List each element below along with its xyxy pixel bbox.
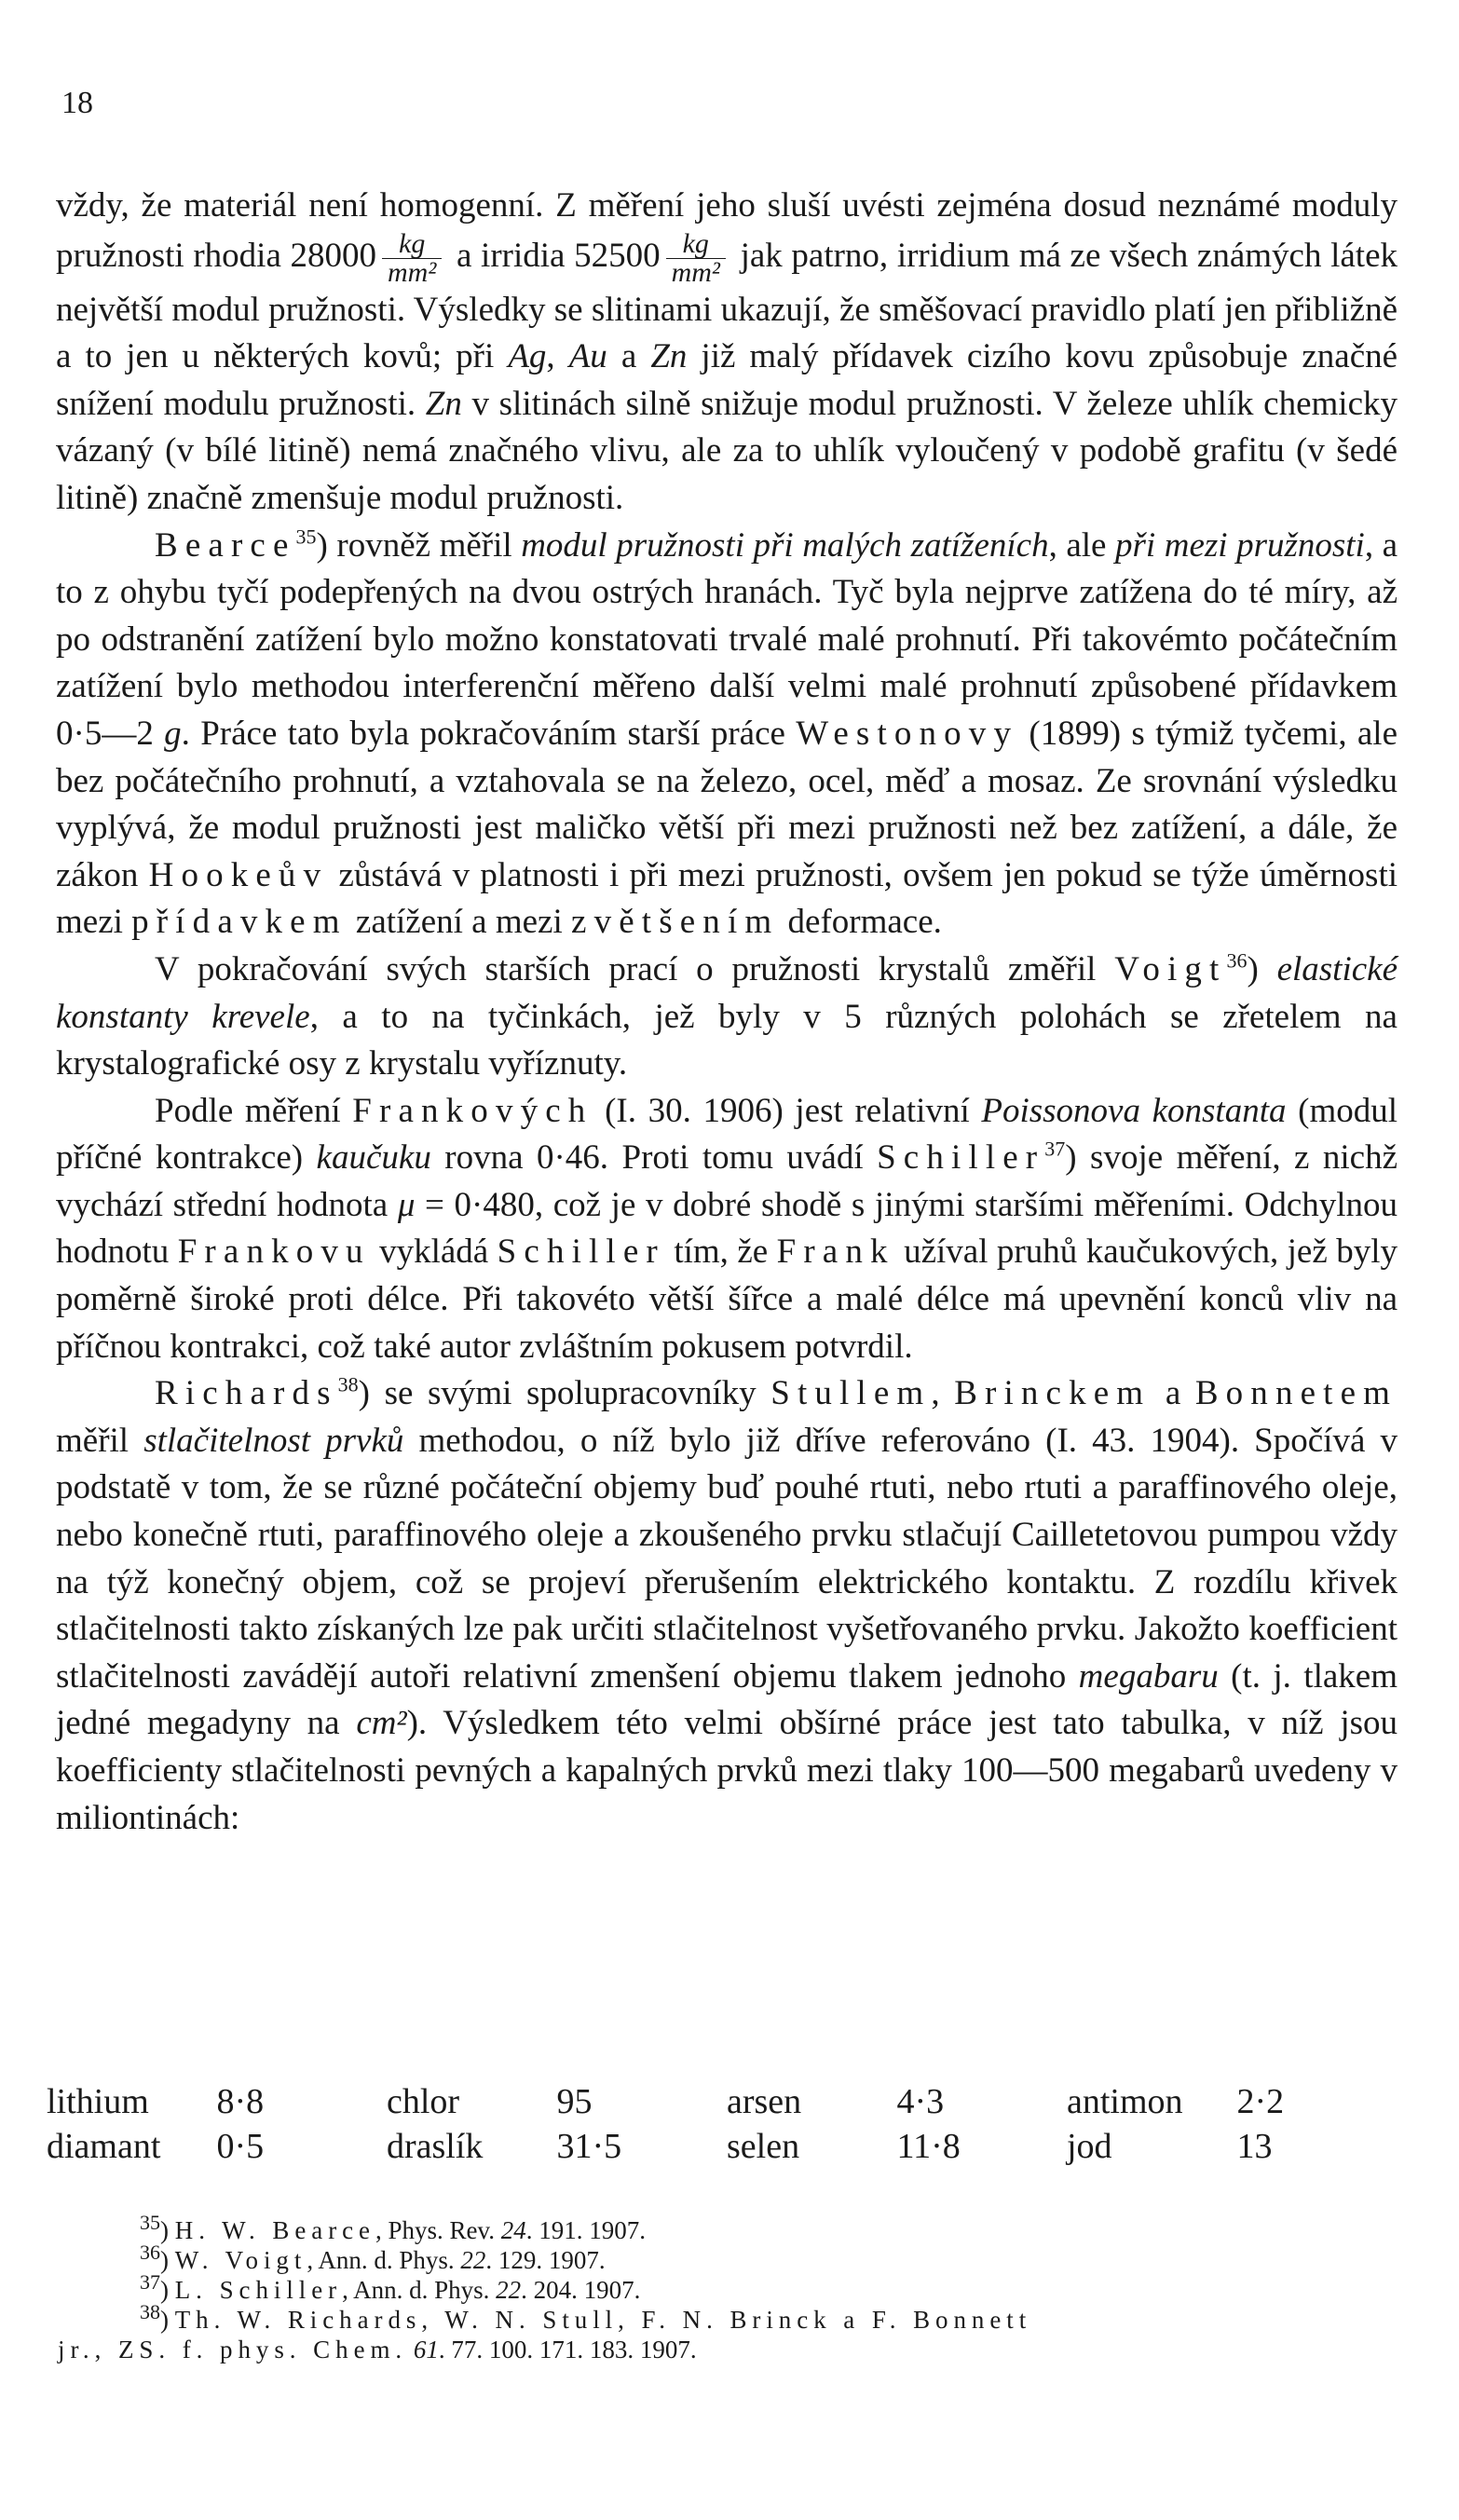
footnote: $^{35}$) H. W. Bearce, Phys. Rev. 24. 191. 1907. (140, 2211, 646, 2244)
table-cell: 2·2 (1236, 2082, 1285, 2121)
footnote: $^{37}$) L. Schiller, Ann. d. Phys. 22. 204. 1907. (140, 2270, 641, 2304)
author-name: Voigt (1114, 949, 1227, 988)
footnote-ref: 38 (337, 1372, 359, 1396)
table-cell: draslík (387, 2127, 484, 2166)
author-name: Stullem (770, 1374, 932, 1413)
table-cell: 13 (1236, 2127, 1273, 2166)
table-cell: antimon (1067, 2082, 1183, 2121)
footnote-ref: 35 (295, 524, 317, 549)
table-row (47, 2079, 1407, 2124)
footnote: $^{36}$) W. Voigt, Ann. d. Phys. 22. 129. 1907. (140, 2241, 606, 2274)
table-cell: 8·8 (216, 2082, 265, 2121)
author-name: Bonnetem (1194, 1374, 1398, 1413)
author-name: Frankových (352, 1091, 593, 1130)
table-cell: arsen (727, 2082, 802, 2121)
author-name: Schiller (877, 1138, 1045, 1178)
table-cell: jod (1067, 2127, 1112, 2166)
unit-fraction: $\frac{kg}{\text{mm²}}$ (382, 230, 442, 287)
paragraph-5: Richards$^{38}$) se svými spolupracovníky Stullem, Brinckem a Bonnetem měřil stlačitelnost prvků methodou, o níž bylo již dříve referováno (I. 43. 1904). Spočívá v podstatě v tom, že se různé počáteční objemy buď pouhé rtuti, nebo rtuti a paraffinového oleje, nebo konečně rtuti, paraffinového oleje a zkoušeného prvku stlačují Cailletetovou pumpou vždy na týž konečný objem, což se projeví přerušením elektrického kontaktu. Z rozdílu křivek stlačitelnosti takto získaných lze pak určiti stlačitelnost vyšetřovaného prvku. Jakožto koefficient stlačitelnosti zavádějí autoři relativní zmenšení objemu tlakem jednoho megabaru (t. j. tlakem jedné megadyny na cm²). Výsledkem této velmi obšírné práce jest tato tabulka, v níž jsou koefficienty stlačitelnosti pevných a kapalných prvků mezi tlaky 100—500 megabarů uvedeny v miliontinách: (56, 1372, 1398, 1837)
table-cell: diamant (47, 2127, 161, 2166)
table-cell: 95 (556, 2082, 593, 2121)
author-name: Frank (776, 1233, 895, 1272)
table-cell: 0·5 (216, 2127, 265, 2166)
author-name: Westonovy (796, 714, 1019, 753)
table-row (47, 2124, 1407, 2169)
table-cell: lithium (47, 2082, 149, 2121)
table-cell: selen (727, 2127, 800, 2166)
table-cell: chlor (387, 2082, 460, 2121)
paragraph-1: vždy, že materiál není homogenní. Z měření jeho sluší uvésti zejména dosud neznámé moduly pružnosti rhodia 28000 $\frac{kg}{\text{mm²}}$ a irridia 52500 $\frac{kg}{\text{mm²}}$ jak patrno, irridium má ze všech známých látek největší modul pružnosti. Výsledky se slitinami ukazují, že směšovací pravidlo platí jen přibližně a to jen u některých kovů; při Ag, Au a Zn již malý přídavek cizího kovu způsobuje značné snížení modulu pružnosti. Zn v slitinách silně snižuje modul pružnosti. V železe uhlík chemicky vázaný (v bílé litině) nemá značného vlivu, ale za to uhlík vyloučený v podobě grafitu (v šedé litině) značně zmenšuje modul pružnosti. (56, 186, 1398, 517)
paragraph-4: Podle měření Frankových (I. 30. 1906) jest relativní Poissonova konstanta (modul příčné kontrakce) kaučuku rovna 0·46. Proti tomu uvádí Schiller$^{37}$) svoje měření, z nichž vychází střední hodnota μ = 0·480, což je v dobré shodě s jinými staršími měřeními. Odchylnou hodnotu Frankovu vykládá Schiller tím, že Frank užíval pruhů kaučukových, jež byly poměrně široké proti délce. Při takovéto větší šířce a malé délce má upevnění konců vliv na příčnou kontrakci, což také autor zvláštním pokusem potvrdil. (56, 1091, 1398, 1366)
footnote: $^{38}$) Th. W. Richards, W. N. Stull, F. N. Brinck a F. Bonnett (140, 2300, 1032, 2334)
author-name: Bearce (155, 525, 296, 565)
table-cell: 11·8 (896, 2127, 961, 2166)
page-number: 18 (61, 86, 93, 120)
author-name: Brinckem (954, 1374, 1152, 1413)
body-text (56, 183, 1398, 1842)
footnotes (58, 2211, 1416, 2364)
author-name: Hookeův (148, 855, 329, 894)
author-name: Frankovu (177, 1233, 371, 1272)
table-cell: 31·5 (556, 2127, 622, 2166)
author-name: Schiller (497, 1233, 665, 1272)
author-name: Richards (155, 1374, 338, 1413)
paragraph-3: V pokračování svých starších prací o pružnosti krystalů změřil Voigt$^{36}$) elastické konstanty krevele, a to na tyčinkách, jež byly v 5 různých polohách se zřetelem na krystalografické osy z krystalu vyříznuty. (56, 948, 1398, 1083)
footnote-continuation: jr., ZS. f. phys. Chem. 61. 77. 100. 171. 183. 1907. (58, 2336, 697, 2363)
unit-fraction: $\frac{kg}{\text{mm²}}$ (666, 230, 726, 287)
footnote-ref: 37 (1044, 1137, 1066, 1161)
table-cell: 4·3 (896, 2082, 945, 2121)
paragraph-2: Bearce$^{35}$) rovněž měřil modul pružnosti při malých zatíženích, ale při mezi pružnosti, a to z ohybu tyčí podepřených na dvou ostrých hranách. Tyč byla nejprve zatížena do té míry, až po odstranění zatížení bylo možno konstatovati trvalé malé prohnutí. Při takovémto počátečním zatížení bylo methodou interferenční měřeno další velmi malé prohnutí způsobené přídavkem 0·5—2 g. Práce tato byla pokračováním starší práce Westonovy (1899) s týmiž tyčemi, ale bez počátečního prohnutí, a vztahovala se na železo, ocel, měď a mosaz. Ze srovnání výsledku vyplývá, že modul pružnosti jest maličko větší při mezi pružnosti než bez zatížení, a dále, že zákon Hookeův zůstává v platnosti i při mezi pružnosti, ovšem jen pokud se týže úměrnosti mezi přídavkem zatížení a mezi zvětšením deformace. (56, 524, 1398, 942)
compressibility-table (47, 2079, 1407, 2169)
footnote-ref: 36 (1226, 948, 1248, 973)
